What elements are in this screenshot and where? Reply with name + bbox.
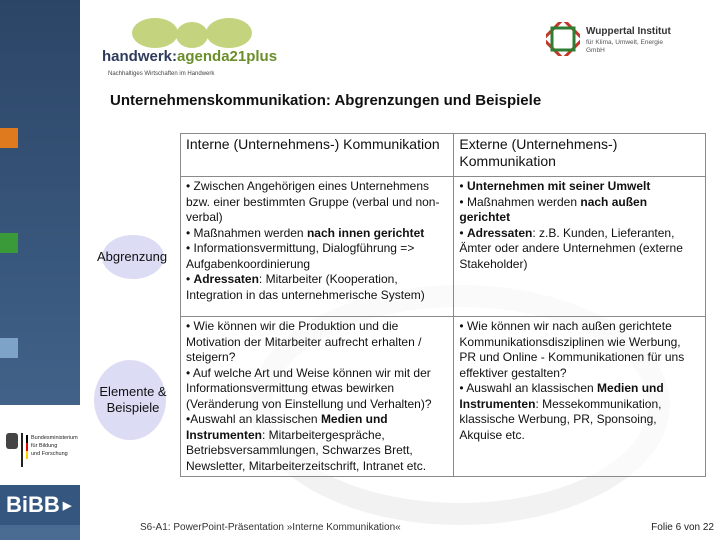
list-item: • Auf welche Art und Weise können wir mit der Informationsvermittung etwas bewirken (Veränderung von Einstellung und Verhalten)? [186,365,432,411]
list-item: • Maßnahmen werden nach außen gerichtet [459,194,648,224]
row-label-elemente-2: Beispiele [106,400,160,415]
ministry-line-1: Bundesministerium [31,435,78,441]
comparison-table [180,133,706,477]
list-item: • Wie können wir nach außen gerichtete Kommunikationsdisziplinen wie Werbung, PR und Online - Kommunikationen für uns effektiver gestalten? [459,319,685,380]
institute-sub-2: GmbH [586,47,605,54]
table-header-row [181,134,706,177]
cell-elemente-external [454,317,706,477]
slide-title: Unternehmenskommunikation: Abgrenzungen und Beispiele [110,92,542,109]
list-item: • Maßnahmen werden nach innen gerichtet [186,225,425,240]
list-item: •Auswahl an klassischen Medien und Instrumenten: Mitarbeitergespräche, Betriebsversammlungen, Schwarzes Brett, Newsletter, Mitarbeiterzeitschrift, Intranet etc. [186,412,427,473]
table-row [181,177,706,317]
table-row [181,317,706,477]
ministry-line-2: für Bildung [31,443,58,449]
row-label-elemente-1: Elemente & [99,384,167,399]
cell-abgrenzung-internal [181,177,454,317]
header-internal: Interne (Unternehmens-) Kommunikation [181,134,454,177]
bmbf-logo [0,405,80,485]
list-item: • Informationsvermittung, Dialogführung => Aufgabenkoordinierung [186,241,415,271]
institute-subtitle [586,39,663,55]
cell-abgrenzung-external [454,177,706,317]
bibb-logo [0,485,80,525]
cell-elemente-internal [181,317,454,477]
list-item: • Adressaten: Mitarbeiter (Kooperation, Integration in das unternehmerische System) [186,272,425,302]
header-external: Externe (Unternehmens-) Kommunikation [454,134,706,177]
institute-name: Wuppertal Institut [586,26,671,37]
blue-marker [0,338,18,358]
list-item: • Auswahl an klassischen Medien und Instrumenten: Messekommunikation, klassische Werbung, PR, Sponsoing, Akquise etc. [459,381,664,442]
institute-sub-1: für Klima, Umwelt, Energie [586,39,663,46]
list-item: • Unternehmen mit seiner Umwelt [459,179,651,193]
logo-colon: : [172,48,178,65]
row-label-elemente [88,384,178,416]
eagle-icon [6,433,18,449]
logo-main: handwerk [102,48,173,65]
page-number: Folie 6 von 22 [651,522,714,533]
list-item: • Zwischen Angehörigen eines Unternehmens bzw. einer bestimmten Gruppe (verbal und non-verbal) [186,179,440,224]
green-marker [0,233,18,253]
play-icon: ▶ [59,500,72,513]
logo-tagline: Nachhaltiges Wirtschaften im Handwerk [108,71,215,77]
wuppertal-institut-icon [546,22,580,56]
bibb-label: BiBB [6,492,60,517]
ministry-line-3: und Forschung [31,451,68,457]
row-label-abgrenzung: Abgrenzung [88,249,176,265]
footer-course: S6-A1: PowerPoint-Präsentation »Interne Kommunikation« [140,522,401,533]
logo-brand: agenda21plus [177,48,278,65]
list-item: • Adressaten: z.B. Kunden, Lieferanten, Ämter oder andere Unternehmen (externe Stakeholder) [459,225,683,271]
list-item: • Wie können wir die Produktion und die Motivation der Mitarbeiter aufrecht erhalten / steigern? [186,319,422,364]
orange-marker [0,128,18,148]
